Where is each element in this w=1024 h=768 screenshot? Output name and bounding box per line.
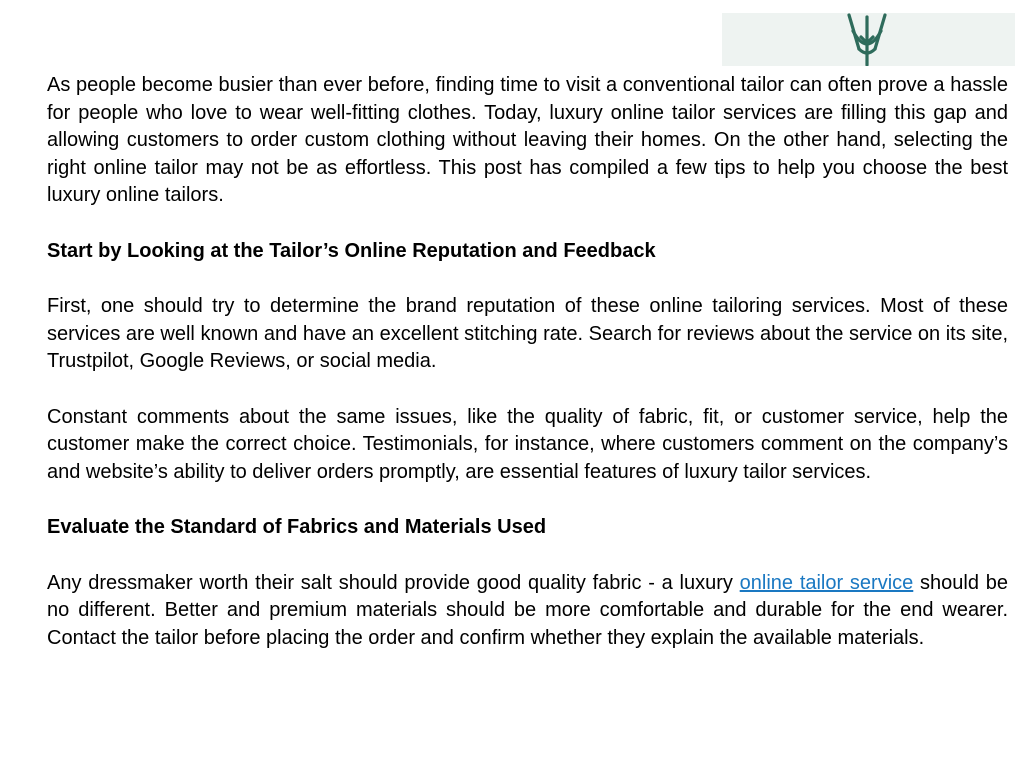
fabrics-paragraph xyxy=(47,570,1008,653)
logo-banner xyxy=(722,13,1015,66)
reputation-paragraph: First, one should try to determine the brand reputation of these online tailoring services. Most of these services are well known and have an excellent stitching rate. Search for reviews about the service on its site, Trustpilot, Google Reviews, or social media. xyxy=(47,295,1008,372)
section-heading-fabrics: Evaluate the Standard of Fabrics and Materials Used xyxy=(47,516,547,538)
article-body xyxy=(47,72,1008,652)
fabrics-text-before: Any dressmaker worth their salt should provide good quality fabric - a luxury xyxy=(47,571,740,594)
intro-paragraph: As people become busier than ever before, finding time to visit a conventional tailor can often prove a hassle for people who love to wear well-fitting clothes. Today, luxury online tailor services are filling this gap and allowing customers to order custom clothing without leaving their homes. On the other hand, selecting the right online tailor may not be as effortless. This post has compiled a few tips to help you choose the best luxury online tailors. xyxy=(47,74,1008,206)
online-tailor-service-link[interactable]: online tailor service xyxy=(739,571,914,594)
section-heading-reputation: Start by Looking at the Tailor’s Online Reputation and Feedback xyxy=(47,239,656,262)
fabrics-text-after: should be no different. Better and premium materials should be more comfortable and durable for the end wearer. Contact the tailor before placing the order and confirm whether they explain the available materials. xyxy=(47,571,1008,649)
trident-monogram-icon xyxy=(839,13,895,66)
comments-paragraph: Constant comments about the same issues, like the quality of fabric, fit, or customer service, help the customer make the correct choice. Testimonials, for instance, where customers comment on the company’s and website’s ability to deliver orders promptly, are essential features of luxury tailor services. xyxy=(47,405,1008,483)
